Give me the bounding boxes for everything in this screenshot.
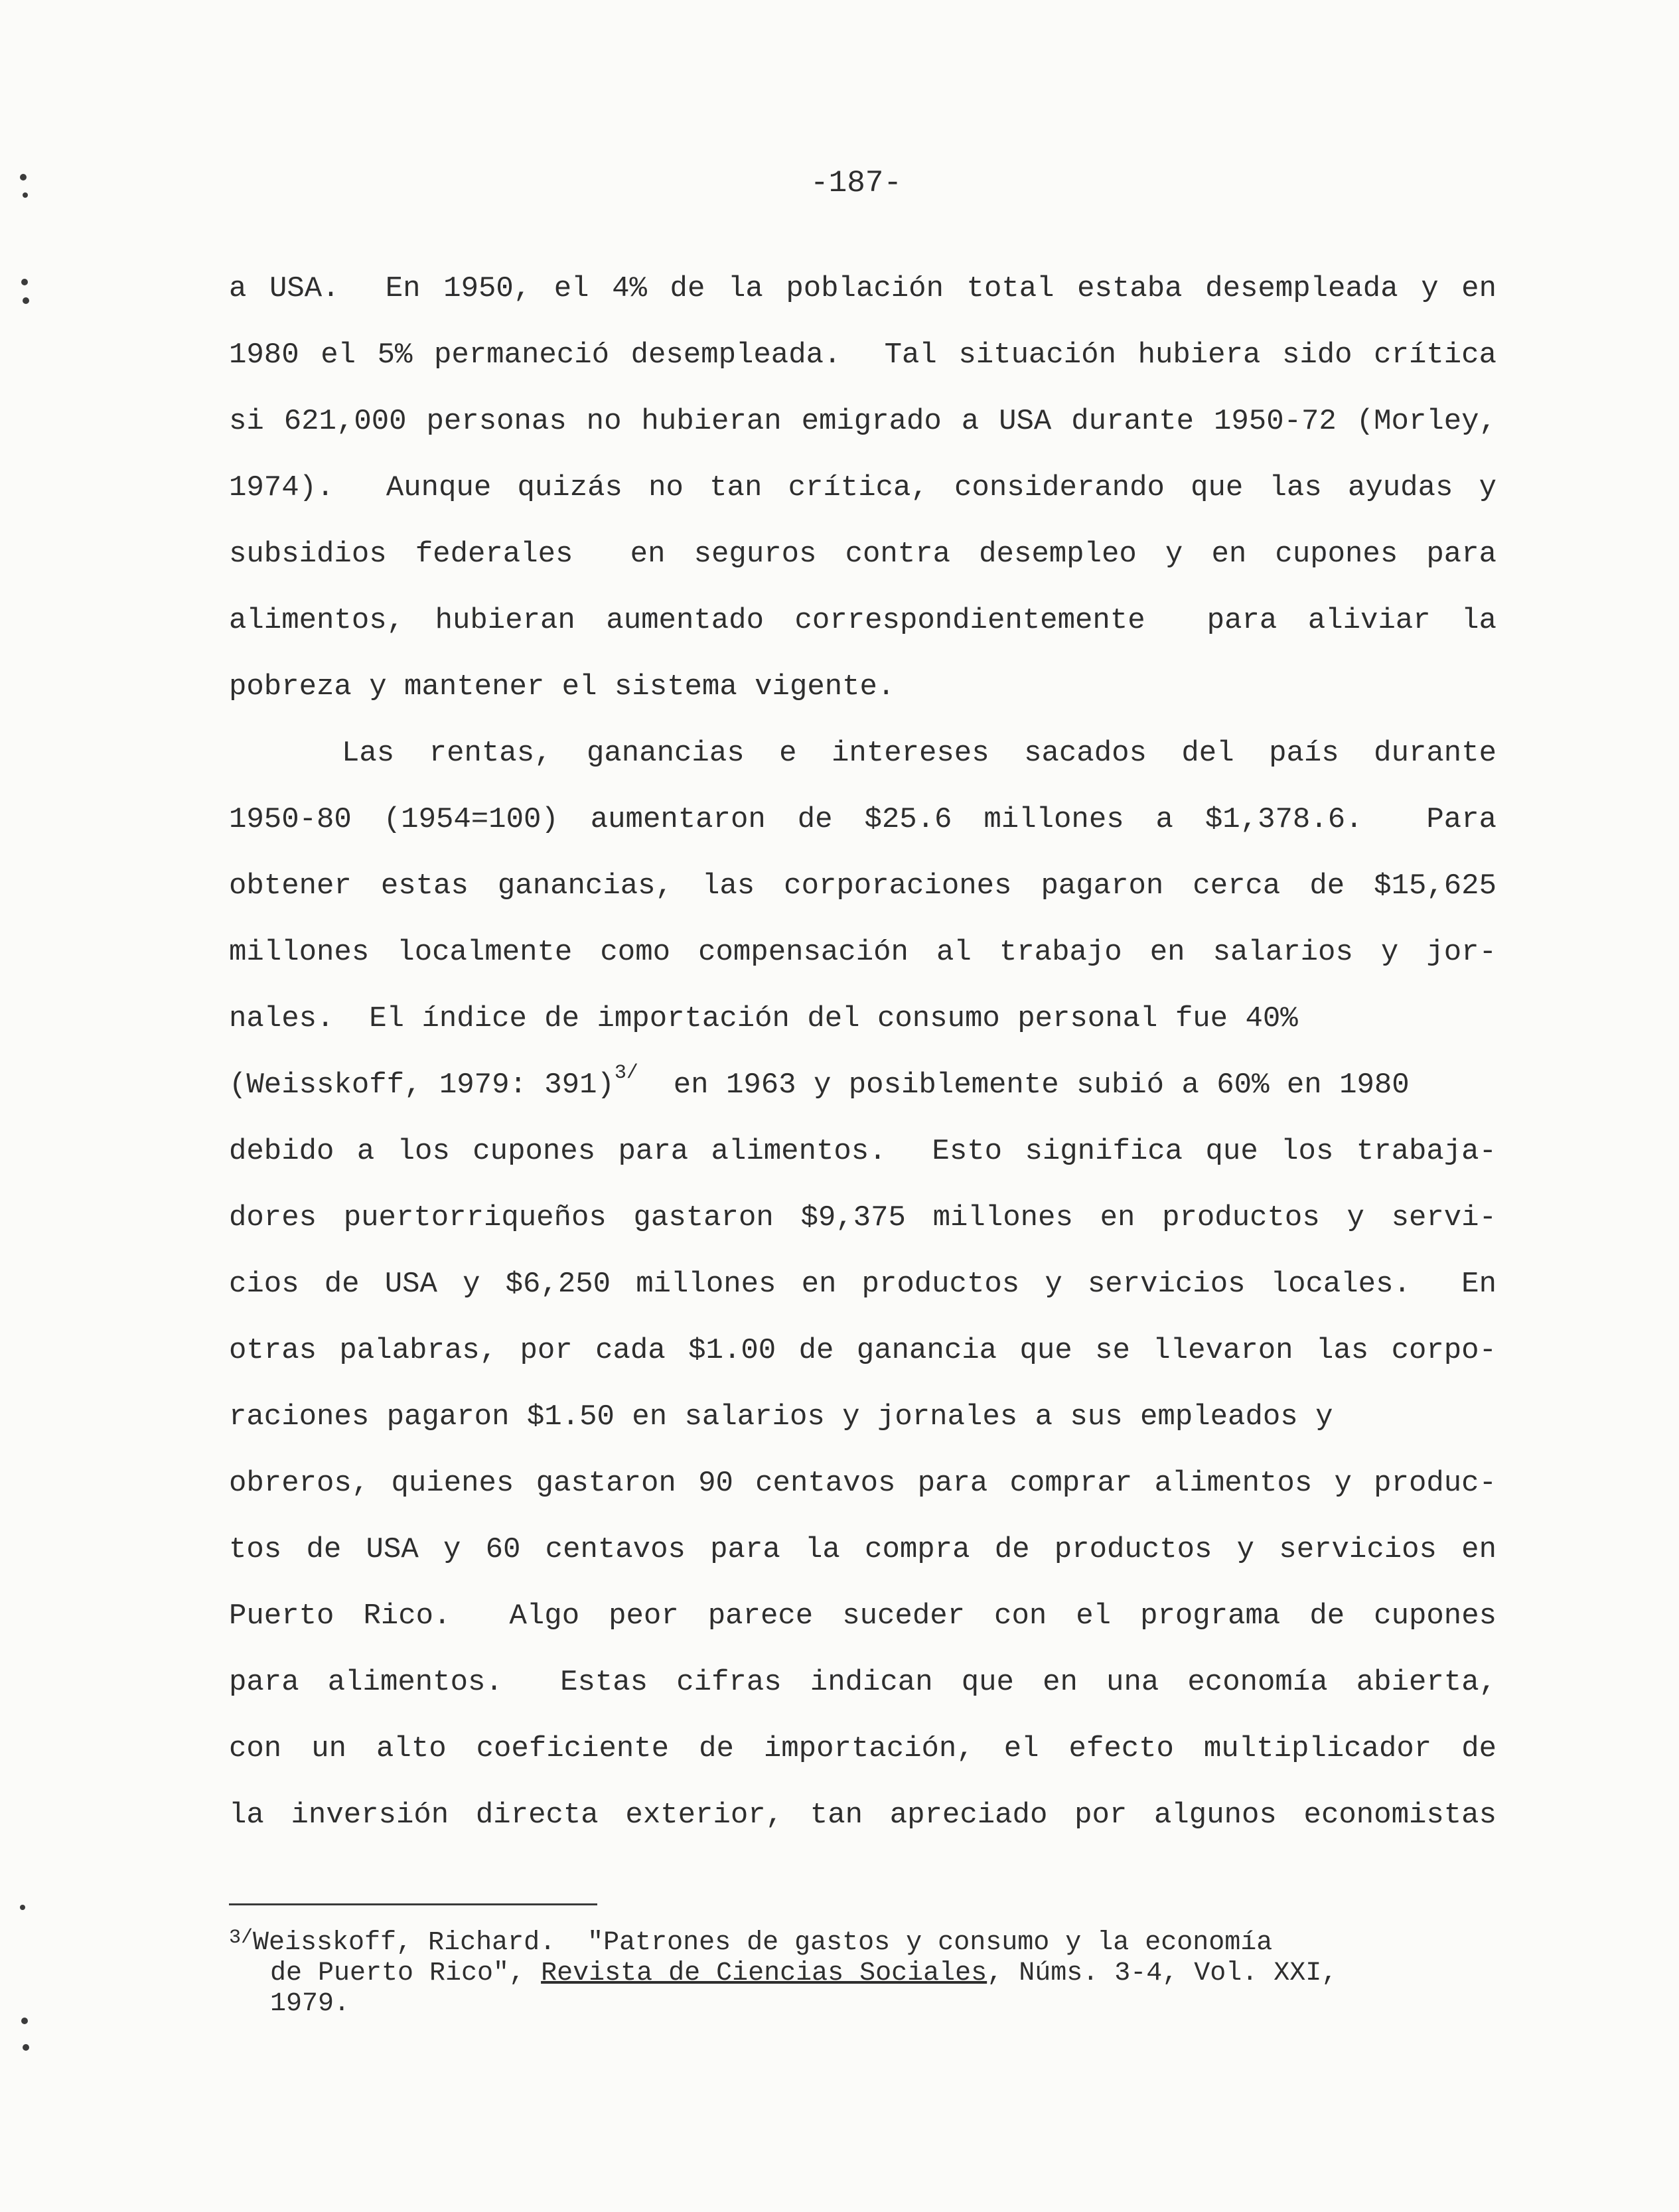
text-line: otras palabras, por cada $1.00 de ganancia que se llevaron las corpo- <box>229 1334 1497 1367</box>
text-line: la inversión directa exterior, tan apreciado por algunos economistas <box>229 1799 1497 1832</box>
footnote-separator <box>229 1903 597 1905</box>
text-line: tos de USA y 60 centavos para la compra de productos y servicios en <box>229 1533 1497 1566</box>
footnote-line: 1979. <box>270 1989 350 2019</box>
text-line-with-footnote-ref <box>229 1052 1497 1118</box>
text-line: si 621,000 personas no hubieran emigrado a USA durante 1950-72 (Morley, <box>229 405 1497 438</box>
text-line: 1980 el 5% permaneció desempleada. Tal situación hubiera sido crítica <box>229 338 1497 372</box>
text-line: 1950-80 (1954=100) aumentaron de $25.6 millones a $1,378.6. Para <box>229 803 1497 836</box>
text-line: Puerto Rico. Algo peor parece suceder con el programa de cupones <box>229 1599 1497 1633</box>
text-line: con un alto coeficiente de importación, el efecto multiplicador de <box>229 1732 1497 1765</box>
footnote-text: Weisskoff, Richard. "Patrones de gastos y consumo y la economía <box>253 1928 1273 1958</box>
text-line-end: en 1963 y posiblemente subió a 60% en 1980 <box>638 1069 1410 1102</box>
journal-title: Revista de Ciencias Sociales <box>541 1958 987 1988</box>
footnote-reference: 3/ <box>614 1062 638 1085</box>
footnote-text: , Núms. 3-4, Vol. XXI, <box>987 1958 1338 1988</box>
text-line: nales. El índice de importación del consumo personal fue 40% <box>229 1002 1298 1035</box>
text-line: cios de USA y $6,250 millones en productos y servicios locales. En <box>229 1268 1497 1301</box>
text-line: subsidios federales en seguros contra desempleo y en cupones para <box>229 538 1497 571</box>
binder-hole-mark <box>20 1905 25 1910</box>
text-line: para alimentos. Estas cifras indican que en una economía abierta, <box>229 1666 1497 1699</box>
text-line: obreros, quienes gastaron 90 centavos para comprar alimentos y produc- <box>229 1467 1497 1500</box>
binder-hole-mark <box>23 2044 29 2051</box>
body-text <box>229 256 1497 1848</box>
text-line: millones localmente como compensación al trabajo en salarios y jor- <box>229 936 1497 969</box>
footnote <box>229 1928 1497 2020</box>
footnote-marker: 3/ <box>229 1927 254 1949</box>
page-number: -187- <box>810 166 903 200</box>
binder-hole-mark <box>21 2018 28 2024</box>
citation-text: (Weisskoff, 1979: 391) <box>229 1069 615 1102</box>
text-line: alimentos, hubieran aumentado correspondientemente para aliviar la <box>229 604 1497 637</box>
binder-hole-mark <box>23 297 29 304</box>
text-line: debido a los cupones para alimentos. Esto significa que los trabaja- <box>229 1135 1497 1168</box>
text-line: a USA. En 1950, el 4% de la población total estaba desempleada y en <box>229 272 1497 305</box>
text-line: Las rentas, ganancias e intereses sacados del país durante <box>342 737 1497 770</box>
text-line: dores puertorriqueños gastaron $9,375 millones en productos y servi- <box>229 1201 1497 1234</box>
footnote-text: de Puerto Rico", <box>270 1958 542 1988</box>
footnote-line <box>229 1958 1497 1989</box>
text-line: 1974). Aunque quizás no tan crítica, considerando que las ayudas y <box>229 471 1497 504</box>
text-line: obtener estas ganancias, las corporaciones pagaron cerca de $15,625 <box>229 869 1497 903</box>
footnote-line <box>229 1928 1497 1958</box>
text-line: raciones pagaron $1.50 en salarios y jornales a sus empleados y <box>229 1400 1333 1434</box>
text-line: pobreza y mantener el sistema vigente. <box>229 670 895 703</box>
binder-hole-mark <box>21 279 28 285</box>
